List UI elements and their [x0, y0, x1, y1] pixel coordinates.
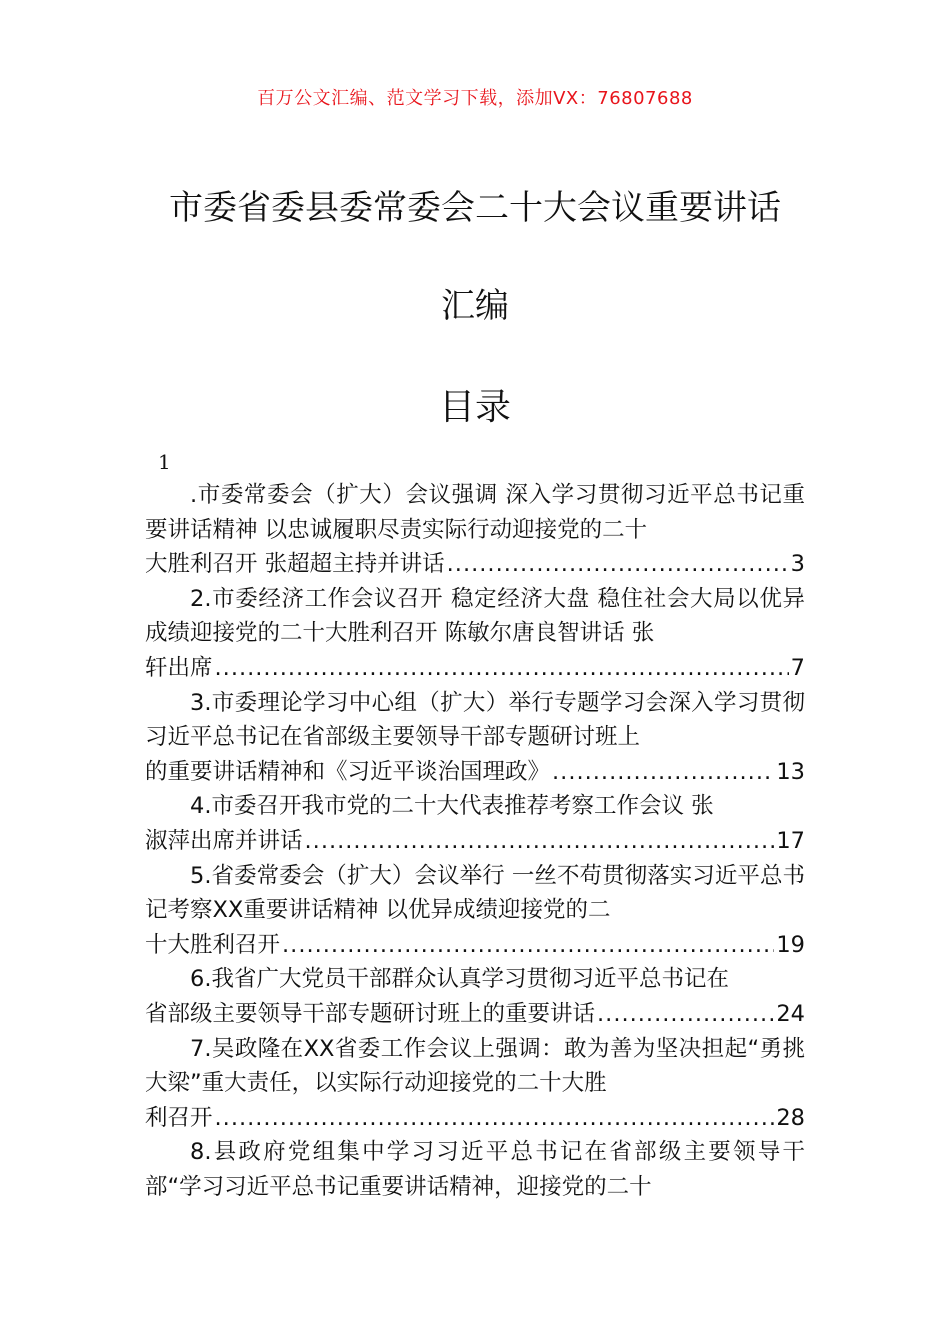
toc-dot-leader — [215, 651, 789, 686]
toc-page-number: 19 — [776, 931, 805, 958]
toc-entry-last-line — [145, 824, 805, 859]
document-title-line1: 市委省委县委常委会二十大会议重要讲话 — [169, 188, 781, 228]
toc-entry[interactable] — [145, 859, 805, 963]
toc-entry-tail: 大胜利召开 张超超主持并讲话 — [145, 551, 445, 578]
toc-entry-lead: 7.吴政隆在XX省委工作会议上强调：敢为善为坚决担起“勇挑大梁”重大责任，以实际行动迎接党的二十大胜 — [145, 1035, 805, 1097]
toc-entry-lead: 5.省委常委会（扩大）会议举行 一丝不苟贯彻落实习近平总书记考察XX重要讲话精神 以优异成绩迎接党的二 — [145, 862, 805, 924]
toc-entry-last-line — [145, 928, 805, 963]
toc-dot-leader — [597, 997, 774, 1032]
toc-entry-tail: 利召开 — [145, 1104, 213, 1131]
toc-page-number: 17 — [776, 827, 805, 854]
toc-entry-lead: .市委常委会（扩大）会议强调 深入学习贯彻习近平总书记重要讲话精神 以忠诚履职尽责实际行动迎接党的二十 — [145, 482, 805, 543]
toc-page-number: 28 — [776, 1104, 805, 1131]
toc-dot-leader — [552, 755, 774, 790]
toc-entry-lead: 8.县政府党组集中学习习近平总书记在省部级主要领导干部“学习习近平总书记重要讲话精神，迎接党的二十 — [145, 1139, 805, 1200]
toc-entry[interactable] — [145, 686, 805, 790]
toc-page-number: 7 — [790, 654, 805, 681]
toc-dot-leader — [305, 824, 775, 859]
toc-entry-last-line — [145, 547, 805, 582]
toc-entry[interactable] — [145, 582, 805, 686]
toc-entry-tail: 省部级主要领导干部专题研讨班上的重要讲话 — [145, 1000, 596, 1027]
toc-entry[interactable] — [145, 962, 805, 1031]
toc-heading: 目录 — [438, 387, 511, 428]
toc-dot-leader — [282, 928, 774, 963]
toc-entry-last-line — [145, 755, 805, 790]
toc-dot-leader — [447, 547, 789, 582]
toc-entry[interactable] — [145, 1135, 805, 1204]
toc-page-number: 13 — [776, 758, 805, 785]
toc-entry-last-line — [145, 1101, 805, 1136]
document-title-line2: 汇编 — [441, 286, 509, 326]
toc-page-number: 24 — [776, 1000, 805, 1027]
toc-entry-lead: 4.市委召开我市党的二十大代表推荐考察工作会议 张 — [190, 793, 714, 820]
toc-entry-tail: 十大胜利召开 — [145, 931, 281, 958]
toc-page-number: 3 — [790, 551, 805, 578]
toc-entry-tail: 轩出席 — [145, 654, 213, 681]
toc-entry[interactable] — [145, 478, 805, 582]
toc-entry-lead: 2.市委经济工作会议召开 稳定经济大盘 稳住社会大局以优异成绩迎接党的二十大胜利召开 陈敏尔唐良智讲话 张 — [145, 585, 805, 647]
toc-entry-last-line — [145, 651, 805, 686]
toc-entry-lead: 3.市委理论学习中心组（扩大）举行专题学习会深入学习贯彻习近平总书记在省部级主要领导干部专题研讨班上 — [145, 689, 805, 751]
toc-dot-leader — [215, 1101, 775, 1136]
toc-entry[interactable] — [145, 789, 805, 858]
page-marker: 1 — [158, 450, 171, 474]
toc-entry[interactable] — [145, 1032, 805, 1136]
header-note: 百万公文汇编、范文学习下载，添加VX：76807688 — [257, 88, 693, 109]
toc-entry-tail: 淑萍出席并讲话 — [145, 827, 303, 854]
table-of-contents — [145, 478, 805, 1204]
toc-entry-last-line — [145, 997, 805, 1032]
toc-entry-lead: 6.我省广大党员干部群众认真学习贯彻习近平总书记在 — [190, 966, 729, 993]
toc-entry-tail: 的重要讲话精神和《习近平谈治国理政》 — [145, 758, 551, 785]
